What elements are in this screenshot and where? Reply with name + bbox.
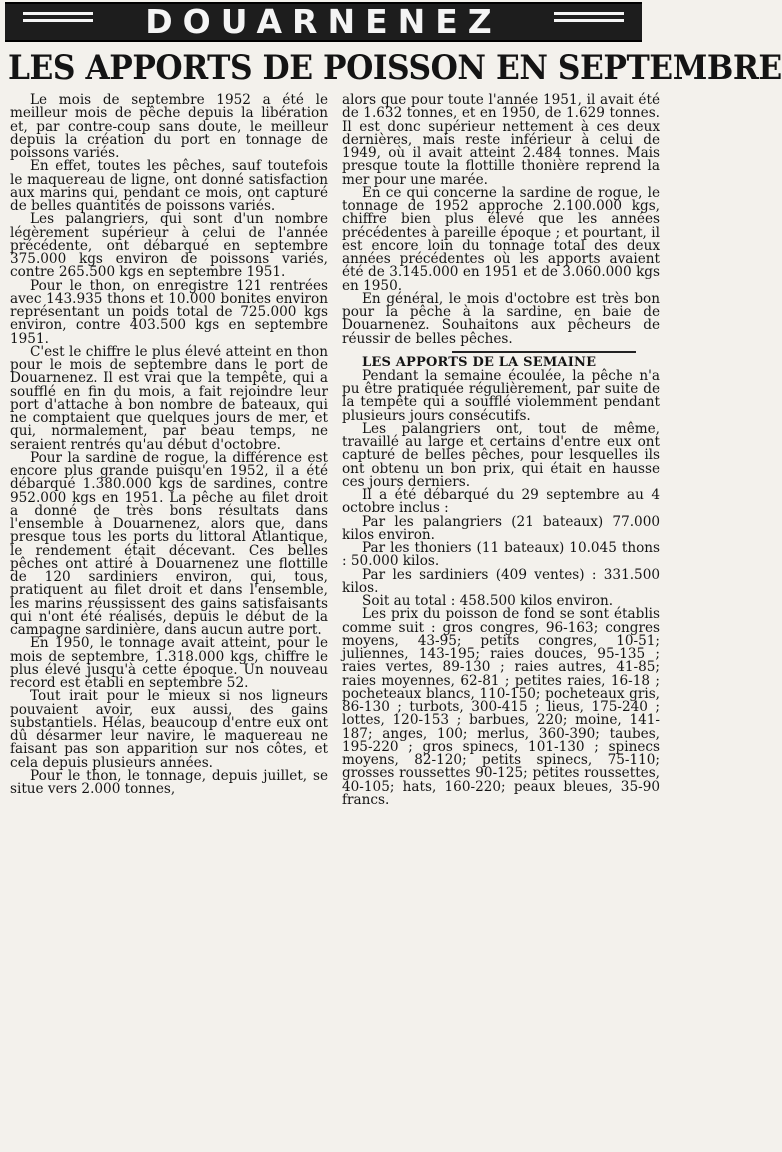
paragraph: C'est le chiffre le plus élevé atteint en thon pour le mois de septembre dans le port de Douarnenez. Il est vrai que la tempête, qui a soufflé en fin du mois, a fait rejoindre leur port d'attache à bon nombre de bateaux, qui ne comptaient que quelques jours de mer, et qui, normalement, par beau temps, ne seraient rentrés qu'au début d'octobre. [10,343,328,453]
paragraph: Les palangriers, qui sont d'un nombre légèrement supérieur à celui de l'année précédente, ont débarqué en septembre 375.000 kgs environ de poissons variés, contre 265.500 kgs en septembre 1951. [10,211,328,281]
paragraph: En effet, toutes les pêches, sauf toutefois le maquereau de ligne, ont donné satisfaction aux marins qui, pendant ce mois, ont capturé de belles quantités de poissons variés. [10,158,328,214]
article-column-right [342,94,660,807]
paragraph: Pour le thon, on enregistre 121 rentrées avec 143.935 thons et 10.000 bonites environ représentant un poids total de 725.000 kgs environ, contre 403.500 kgs en septembre 1951. [10,277,328,347]
paragraph: Pour la sardine de rogue, la différence est encore plus grande puisqu'en 1952, il a été débarqué 1.380.000 kgs de sardines, contre 952.000 kgs en 1951. La pêche au filet droit a donné de très bons résultats dans l'ensemble à Douarnenez, alors que, dans presque tous les ports du littoral Atlantique, le rendement était décevant. Ces belles pêches ont attiré à Douarnenez une flottille de 120 sardiniers environ, qui, tous, pratiquent au filet droit et dans l'ensemble, les marins réussissent des gains satisfaisants qui n'ont été réalisés, depuis le début de la campagne sardinière, dans aucun autre port. [10,449,328,638]
article-column-left [10,94,328,796]
paragraph: Le mois de septembre 1952 a été le meilleur mois de pêche depuis la libération et, par contre-coup sans doute, le meilleur depuis la création du port en tonnage de poissons variés. [10,92,328,161]
price-list: Les prix du poisson de fond se sont établis comme suit : gros congres, 96-163; congres moyens, 43-95; petits congres, 10-51; juliennes, 143-195; raies douces, 95-135 ; raies vertes, 89-130 ; raies autres, 41-85; raies moyennes, 62-81 ; petites raies, 16-18 ; pocheteaux blancs, 110-150; pocheteaux gris, 86-130 ; turbots, 300-415 ; lieus, 175-240 ; lottes, 120-153 ; barbues, 220; moine, 141-187; anges, 100; merlus, 360-390; taubes, 195-220 ; gros spinecs, 101-130 ; spinecs moyens, 82-120; petits spinecs, 75-110; grosses roussettes 90-125; petites roussettes, 40-105; hats, 160-220; peaux bleues, 35-90 francs. [342,606,660,808]
section-banner: DOUARNENEZ [5,2,642,42]
paragraph: Pour le thon, le tonnage, depuis juillet, se situe vers 2.000 tonnes, [10,767,328,797]
catch-line: Par les palangriers (21 bateaux) 77.000 kilos environ. [342,513,660,543]
paragraph: Il a été débarqué du 29 septembre au 4 octobre inclus : [342,487,660,517]
catch-line: Par les thoniers (11 bateaux) 10.045 thons : 50.000 kilos. [342,540,660,570]
paragraph: Les palangriers ont, tout de même, travaillé au large et certains d'entre eux ont capturé de belles pêches, pour lesquelles ils ont obtenu un bon prix, qui était en hausse ces jours derniers. [342,420,660,490]
paragraph: Pendant la semaine écoulée, la pêche n'a pu être pratiquée régulièrement, par suite de la tempête qui a soufflé violemment pendant plusieurs jours consécutifs. [342,367,660,424]
paragraph: Tout irait pour le mieux si nos ligneurs pouvaient avoir, eux aussi, des gains substantiels. Hélas, beaucoup d'entre eux ont dû désarmer leur navire, le maquereau ne faisant pas son apparition sur nos côtes, et cela depuis plusieurs années. [10,688,328,771]
article-headline: LES APPORTS DE POISSON EN SEPTEMBRE [8,48,782,88]
paragraph: En 1950, le tonnage avait atteint, pour le mois de septembre, 1.318.000 kgs, chiffre le plus élevé jusqu'à cette époque. Un nouveau record est établi en septembre 52. [10,635,328,691]
section-subheading: LES APPORTS DE LA SEMAINE [362,354,597,370]
paragraph-continued: alors que pour toute l'année 1951, il avait été de 1.632 tonnes, et en 1950, de 1.629 tonnes. Il est donc supérieur nettement à ces deux dernières, mais reste inférieur à celui de 1949, où il avait atteint 2.484 tonnes. Mais presque toute la flottille thonière reprend la mer pour une marée. [342,92,660,188]
catch-total: Soit au total : 458.500 kilos environ. [362,593,614,609]
paragraph: En général, le mois d'octobre est très bon pour la pêche à la sardine, en baie de Douarnenez. Souhaitons aux pêcheurs de réussir de belles pêches. [342,290,660,347]
catch-line: Par les sardiniers (409 ventes) : 331.500 kilos. [342,566,660,596]
paragraph: En ce qui concerne la sardine de rogue, le tonnage de 1952 approche 2.100.000 kgs, chiffre bien plus élevé que les années précédentes à pareille époque ; et pourtant, il est encore loin du tonnage total des deux années précédentes où les apports avaient été de 3.145.000 en 1951 et de 3.060.000 kgs en 1950. [342,184,660,294]
section-divider [452,351,636,353]
